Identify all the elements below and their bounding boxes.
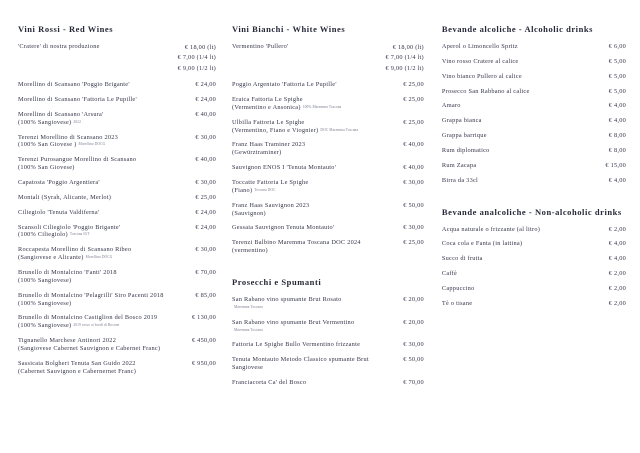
menu-item-body [232,202,374,218]
menu-item-subtitle-text: (100% San Giovese) [18,164,75,172]
menu-item-name: Morellino di Scansano 'Fattoria Le Pupille' [18,95,137,103]
menu-item-subtitle [18,141,161,149]
menu-item-subtitle-text: (100% Sangiovese) [18,299,72,307]
menu-item-name: Morellino di Scansano 'Poggio Brigante' [18,81,130,89]
menu-item [18,81,216,89]
menu-item-body [18,134,166,150]
menu-section-vini-bianchi [232,24,424,255]
menu-item-price: € 2,00 [608,285,626,293]
menu-item-price: € 2,00 [608,270,626,278]
menu-item-subtitle [232,364,369,372]
menu-item-subtitle [18,368,161,376]
menu-item-annotation: Maremma Toscana [234,327,263,332]
menu-item-name: Roccapesta Morellino di Scansano Ribeo [18,246,132,254]
menu-item-annotation: 100% Maremma Toscana [302,104,342,109]
menu-item-name: Tè o tisane [441,299,473,307]
menu-item-body [18,96,166,104]
menu-item [232,43,424,74]
menu-item [18,43,216,74]
menu-item-subtitle-text: (100% Sangiovese) [18,276,72,284]
menu-item-subtitle [18,231,161,239]
menu-item-name: Acqua naturale o frizzante (al litro) [441,225,541,233]
menu-item [18,111,216,127]
menu-item-body [442,162,576,170]
menu-item-price: € 25,00 [195,193,216,201]
menu-item [442,255,626,263]
menu-item-price: € 30,00 [403,341,424,349]
menu-item-name: Scansoli Ciliegiolo 'Poggio Brigante' [18,223,121,231]
menu-item-body [232,239,374,255]
menu-item [442,177,626,185]
menu-item [232,164,424,172]
menu-item [232,179,424,195]
menu-item-body [18,224,166,240]
menu-item-name: Toccatte Fattoria Le Spighe [232,179,309,186]
section-title: Vini Rossi - Red Wines [18,24,114,34]
menu-item-body [18,43,178,51]
menu-item [442,58,626,66]
menu-item-subtitle-text: (100% Sangiovese) [18,322,72,330]
menu-item-body [232,224,374,232]
menu-item-subtitle [232,127,369,135]
menu-item-name: Birra da 33cl [441,176,479,184]
menu-item-name: San Rabano vino spumante Brut Rosato [232,296,342,304]
menu-item [18,292,216,308]
menu-item-annotation: 2019 rosso ai bordi di Bosone [73,323,120,328]
menu-item [442,73,626,81]
menu-item [232,296,424,312]
menu-item [232,224,424,232]
menu-item-subtitle-text: (Fiano) [232,186,253,194]
menu-item-name: Rum diplomatico [441,147,490,155]
menu-item-body [18,194,166,202]
menu-item-body [442,117,576,125]
menu-item-price: € 7,00 (1/4 lt) [385,54,424,62]
menu-item-price: € 450,00 [191,337,216,345]
menu-item-subtitle-text: (Sangiovese e Alicante) [18,254,84,262]
menu-item-name: Vermentino 'Pullero' [232,43,289,50]
menu-item-name: Fattoria Le Spighe Bullo Vermentino frizzante [232,341,361,349]
menu-item [232,356,424,372]
menu-item-body [232,356,374,372]
menu-item [18,269,216,285]
menu-item-price: € 8,00 [608,147,626,155]
menu-item [232,202,424,218]
menu-item [232,379,424,387]
menu-item-name: Terenzi Purosangue Morellino di Scansano [18,156,137,164]
menu-item-body [18,209,166,217]
column-right [428,24,632,315]
menu-item-subtitle [232,304,369,312]
menu-item-subtitle-text: (Gewürztraminer) [232,149,282,157]
section-title: Bevande analcoliche - Non-alcoholic drinks [441,206,622,217]
menu-item-price-stack [178,43,216,74]
menu-item [232,319,424,335]
menu-item-subtitle-text: (Vermentino e Ansonica) [232,103,301,111]
menu-item-name: Coca cola e Fanta (in lattina) [441,240,523,248]
menu-item [18,224,216,240]
menu-item-body [18,179,166,187]
menu-item-body [232,296,374,312]
menu-item-price: € 24,00 [195,223,216,231]
menu-item-price: € 6,00 [608,43,626,50]
menu-item-annotation: DOC Maremma Toscana [320,127,359,132]
menu-item-body [442,147,576,155]
menu-item-body [442,270,576,278]
menu-item-subtitle [18,322,161,330]
section-title: Prosecchi e Spumanti [232,277,322,288]
menu-item-body [232,43,386,51]
menu-item-price: € 40,00 [195,156,216,164]
menu-item-subtitle-text: (Vermentino, Fiano e Viognier) [232,126,319,134]
menu-item-price: € 40,00 [195,110,216,118]
menu-item-price: € 25,00 [403,81,424,89]
menu-item [18,96,216,104]
menu-item-name: Ciliegiolo 'Tenuta Valdiferna' [18,208,100,216]
menu-item [18,337,216,353]
menu-item-name: Capatosta 'Poggio Argentiera' [18,179,100,186]
menu-item [442,132,626,140]
menu-item-price: € 50,00 [403,201,424,209]
menu-item-price: € 4,00 [608,255,626,263]
menu-item-annotation: Toscana DOC [254,187,276,192]
menu-item [442,117,626,125]
menu-item-price: € 50,00 [403,356,424,364]
menu-item-price: € 24,00 [195,95,216,103]
menu-item-subtitle-text: Sangiovese [232,364,264,372]
menu-section-vini-rossi [18,24,216,376]
menu-item-price: € 15,00 [605,161,626,169]
menu-item-subtitle-text: (100% Sangiovese) [18,118,72,126]
menu-item [442,162,626,170]
menu-item-body [442,300,576,308]
menu-item-body [18,81,166,89]
menu-item-name: Poggio Argentato 'Fattoria Le Pupille' [232,81,337,89]
menu-item-annotation: 2022 [73,119,81,124]
menu-item [232,341,424,349]
menu-item [18,194,216,202]
menu-item [18,360,216,376]
menu-item-subtitle-text: (Sauvignon) [232,209,266,217]
menu-item-subtitle [18,254,161,262]
menu-item [232,119,424,135]
menu-item-body [232,379,374,387]
menu-item-price: € 5,00 [608,57,626,65]
menu-item-price: € 4,00 [608,176,626,184]
menu-item-price: € 18,00 (lt) [392,44,424,51]
menu-item-subtitle-text: (100% Ciliegiolo) [18,231,68,239]
menu-item-price: € 9,00 (1/2 lt) [177,64,216,72]
menu-item-name: Sassicaia Bolgheri Tenuta San Guido 2022 [18,359,136,367]
menu-item [18,179,216,187]
menu-item-body [232,96,374,112]
menu-item-name: Montali (Syrah, Alicante, Merlot) [18,193,112,201]
menu-item-body [442,43,576,51]
menu-item-price: € 950,00 [191,359,216,367]
menu-item-price: € 4,00 [608,102,626,110]
menu-item-name: Terenzi Balbino Maremma Toscana DOC 2024 [232,239,361,247]
menu-item-annotation: Morellino DOCG [78,142,106,147]
menu-item-annotation: Maremma Toscana [234,304,263,309]
menu-section-prosecchi-spumanti [232,277,424,387]
menu-item-body [442,255,576,263]
menu-item-price: € 25,00 [403,95,424,103]
section-title: Bevande alcoliche - Alcoholic drinks [441,24,593,34]
menu-item-body [442,102,576,110]
menu-item-name: Rum Zacapa [441,161,477,169]
menu-item-price: € 8,00 [608,132,626,140]
menu-item-subtitle-text: (100% San Giovese ) [18,141,77,149]
menu-item-name: Terenzi Morellino di Scansano 2023 [18,133,119,141]
menu-item [18,209,216,217]
menu-item-price: € 40,00 [403,164,424,172]
menu-item-name: Aperol o Limoncello Spritz [441,43,518,50]
menu-item-price: € 5,00 [608,87,626,95]
menu-item-name: Grappa barrique [441,132,487,140]
menu-item [442,285,626,293]
menu-item-body [18,246,166,262]
menu-item-subtitle [18,119,161,127]
menu-item-body [442,177,576,185]
menu-item-subtitle [232,149,369,157]
menu-item-name: Grappa bianca [441,117,482,125]
menu-item-body [442,73,576,81]
menu-item-subtitle [232,247,369,255]
menu-item [232,239,424,255]
menu-item-name: Franz Haas Sauvignon 2023 [232,201,310,209]
menu-item-price: € 25,00 [403,239,424,247]
menu-item-body [442,226,576,234]
menu-item [18,134,216,150]
menu-item-body [442,58,576,66]
menu-item-body [232,341,374,349]
menu-item [232,141,424,157]
menu-item-subtitle-text: (vermentino) [232,247,268,255]
menu-item [442,88,626,96]
menu-item [18,156,216,172]
menu-item-body [232,81,374,89]
menu-item-subtitle [232,210,369,218]
menu-item-price: € 25,00 [403,118,424,126]
menu-item-name: Brunello di Montalcino 'Pelagrilli' Siro Pacenti 2018 [18,291,164,299]
menu-item-price: € 5,00 [608,72,626,80]
menu-item-price: € 18,00 (lt) [184,44,216,51]
menu-item-body [232,164,374,172]
menu-item-subtitle-text: (Cabernet Sauvignon e Cabernernet Franc) [18,367,137,375]
menu-item-body [232,179,374,195]
menu-item-body [18,156,166,172]
menu-item-price: € 30,00 [403,179,424,186]
menu-item-body [442,132,576,140]
menu-item-annotation: Morellino DOCG [85,255,113,260]
menu-item-price: € 40,00 [403,141,424,149]
menu-item-name: Amaro [441,102,461,110]
menu-item-body [18,337,166,353]
menu-item-body [232,319,374,335]
menu-item-subtitle [18,277,161,285]
menu-item-body [18,111,166,127]
menu-item-price: € 130,00 [191,314,216,322]
menu-item [442,226,626,234]
menu-item-name: Cappuccino [441,285,475,293]
menu-item-name: Tignanello Marchese Antinori 2022 [18,337,117,345]
menu-item-name: Eraica Fattoria Le Spighe [232,95,303,103]
menu-item-price: € 4,00 [608,117,626,125]
menu-item [442,102,626,110]
menu-item-body [442,88,576,96]
menu-item [232,81,424,89]
menu-item-name: Franciacorta Ca' del Bosco [232,379,307,387]
menu-item-price: € 85,00 [195,291,216,299]
menu-item-price: € 24,00 [195,81,216,89]
menu-item-body [442,240,576,248]
menu-item-name: San Rabano vino spumante Brut Vermentino [232,318,355,326]
menu-item [442,240,626,248]
menu-item-price: € 20,00 [403,296,424,304]
column-middle [220,24,428,394]
menu-item-price: € 2,00 [608,299,626,307]
menu-item-subtitle [18,164,161,172]
menu-item-name: Prosecco San Rabbano al calice [441,87,530,95]
menu-item-name: Vino rosso Cratere al calice [441,57,519,65]
menu-item-name: Vino bianco Pullero al calice [441,72,522,80]
menu-item [18,314,216,330]
menu-item-subtitle [232,327,369,335]
menu-item-subtitle [232,104,369,112]
menu-item-name: Tenuta Montauto Metodo Classico spumante Brut [232,356,369,364]
menu-item [18,246,216,262]
menu-item-price-stack [386,43,424,74]
menu-item-body [232,119,374,135]
column-left [8,24,220,383]
menu-item-price: € 70,00 [403,379,424,387]
menu-item-price: € 30,00 [195,246,216,254]
menu-item-body [18,269,166,285]
menu-section-bevande-alcoliche [442,24,626,185]
menu-item [442,270,626,278]
menu-item-subtitle [232,187,369,195]
menu-item-body [18,292,166,308]
menu-item-price: € 30,00 [195,179,216,186]
menu-item-price: € 7,00 (1/4 lt) [177,54,216,62]
menu-item-price: € 30,00 [195,133,216,141]
menu-item-body [18,314,166,330]
menu-item-name: Caffè [441,270,458,278]
menu-item-price: € 9,00 (1/2 lt) [385,64,424,72]
menu-item-price: € 2,00 [608,225,626,233]
menu-item [232,96,424,112]
menu-item [442,147,626,155]
menu-item-name: Gessaia Sauvignon Tenuta Montauto' [232,224,335,232]
menu-item-body [442,285,576,293]
menu-item-name: Sauvignon ENOS I 'Tenuta Montauto' [232,164,337,172]
section-title: Vini Bianchi - White Wines [232,24,346,34]
menu-item-price: € 70,00 [195,269,216,277]
menu-item-name: Morellino di Scansano 'Arsura' [18,110,104,118]
menu-item-body [18,360,166,376]
menu-item-annotation: Toscana IGT [69,232,90,237]
menu-section-bevande-analcoliche [442,207,626,308]
menu-item [442,43,626,51]
menu-item-name: Brunello di Montalcino Castiglion del Bosco 2019 [18,314,158,322]
menu-item-name: Succo di frutta [441,255,483,263]
menu-item-price: € 24,00 [195,208,216,216]
menu-item-price: € 30,00 [403,224,424,232]
menu-item-subtitle-text: (Sangiovese Cabernet Sauvignon e Cabernet Franc) [18,345,161,353]
menu-item-subtitle [18,345,161,353]
menu-item-price: € 20,00 [403,318,424,326]
menu-item-price: € 4,00 [608,240,626,248]
menu-item-subtitle [18,300,161,308]
menu-item [442,300,626,308]
menu-item-name: 'Cratere' di nostra produzione [18,43,100,50]
menu-item-name: Franz Haas Traminer 2023 [232,141,306,149]
menu-item-body [232,141,374,157]
menu-item-name: Brunello di Montalcino 'Fanti' 2018 [18,269,117,277]
menu-item-name: Ulbilla Fattoria Le Spighe [232,118,305,126]
